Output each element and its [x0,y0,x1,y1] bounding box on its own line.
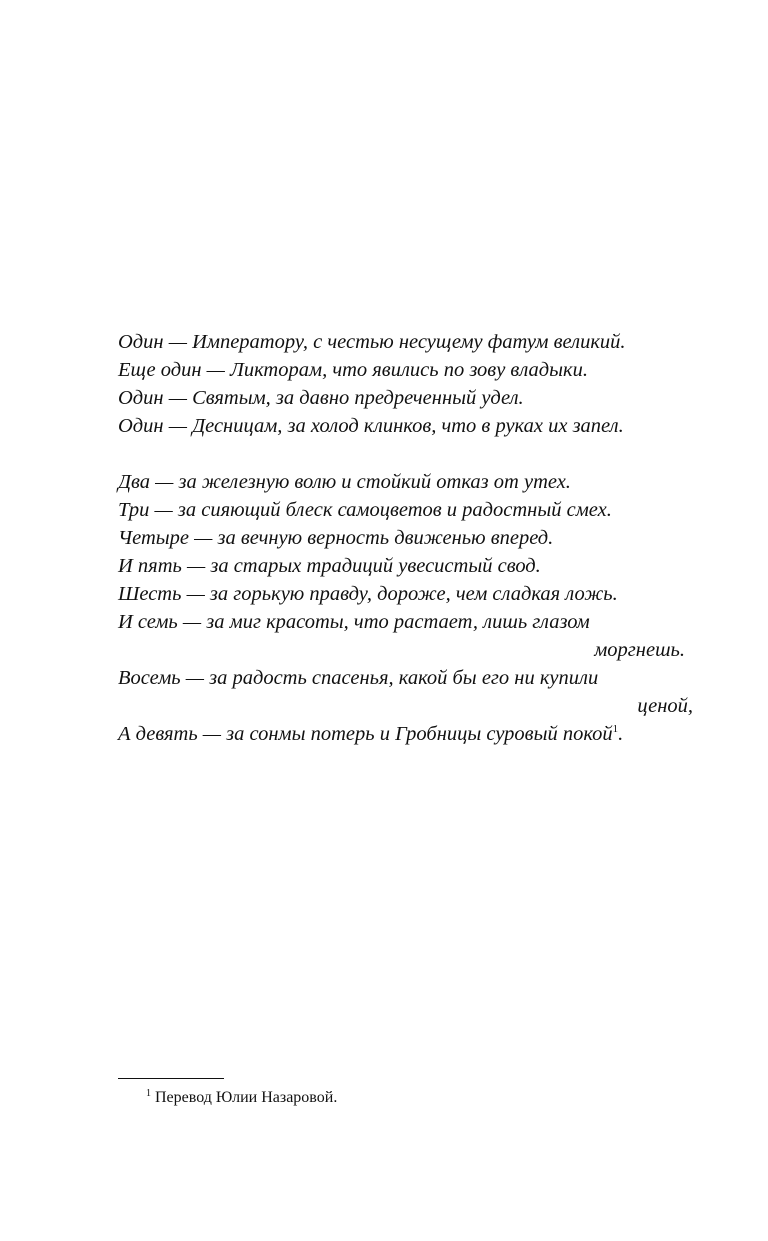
footnote-text: Перевод Юлии Назаровой. [155,1089,338,1106]
footnote-divider [118,1078,224,1079]
poem-line: Один — Десницам, за холод клинков, что в руках их запел. [118,415,624,437]
poem-line: Еще один — Ликторам, что явились по зову владыки. [118,359,588,381]
footnote [146,1088,337,1108]
footnote-mark: 1 [146,1087,151,1099]
poem-line: Один — Святым, за давно предреченный удел. [118,387,524,409]
footnote-reference[interactable]: 1 [612,723,619,736]
poem-line-continuation: ценой, [637,695,693,717]
poem-line-text: А девять — за сонмы потерь и Гробницы суровый покой [118,723,613,745]
poem-line-end: . [618,723,624,745]
poem-line-last [118,720,693,748]
poem-line: Четыре — за вечную верность движенью вперед. [118,527,554,549]
poem-line: Два — за железную волю и стойкий отказ от утех. [118,471,571,493]
stanza-two [118,468,693,748]
poem [118,328,693,748]
poem-line: Шесть — за горькую правду, дороже, чем сладкая ложь. [118,583,618,605]
poem-line: И пять — за старых традиций увесистый свод. [118,555,541,577]
poem-line: Три — за сияющий блеск самоцветов и радостный смех. [118,499,612,521]
poem-line: Один — Императору, с честью несущему фатум великий. [118,331,626,353]
poem-line-continuation: моргнешь. [594,639,685,661]
poem-line: И семь — за миг красоты, что растает, лишь глазом [118,611,590,633]
poem-line: Восемь — за радость спасенья, какой бы его ни купили [118,667,599,689]
stanza-one [118,328,693,440]
